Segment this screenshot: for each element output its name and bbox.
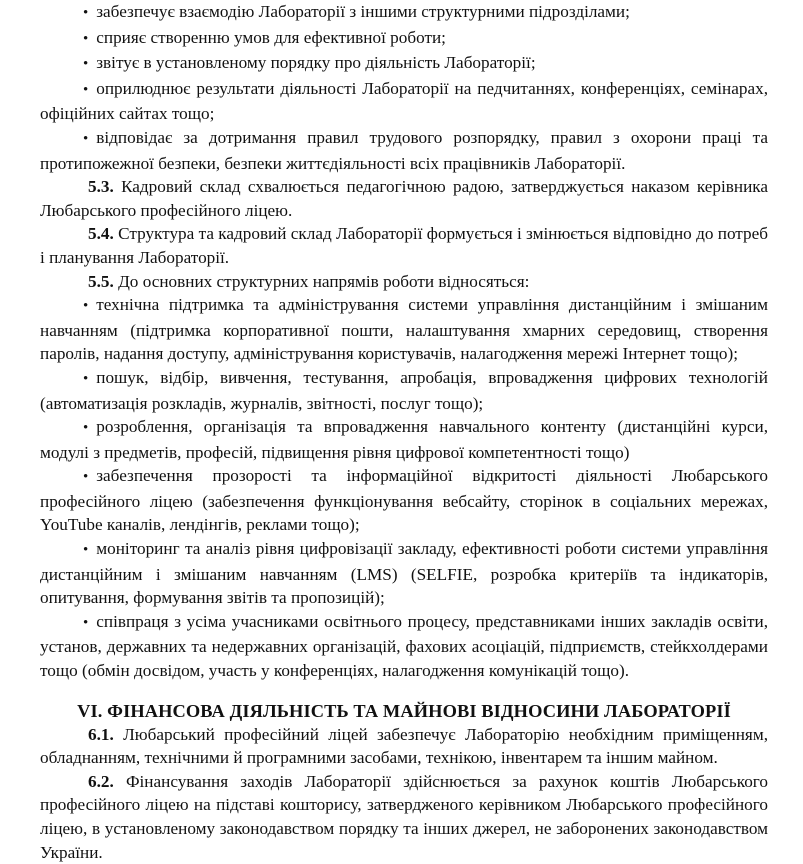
paragraph-list-after xyxy=(40,723,768,864)
bullet-item: • забезпечення прозорості та інформаційної відкритості діяльності Любарського професійного ліцею (забезпечення функціонування вебсайту, сторінок в соціальних мережах, YouTube каналів, лендінгів, реклами тощо); xyxy=(40,464,768,537)
bullet-item: • забезпечує взаємодію Лабораторії з іншими структурними підрозділами; xyxy=(40,0,768,26)
numbered-paragraph xyxy=(40,723,768,770)
paragraph-text: Кадровий склад схвалюється педагогічною радою, затверджується наказом керівника Любарського професійного ліцею. xyxy=(40,177,768,220)
paragraph-text: Фінансування заходів Лабораторії здійснюється за рахунок коштів Любарського професійного ліцею на підставі кошторису, затвердженого керівником Любарського професійного ліцею, в установленому законодавством порядку та інших джерел, не заборонених законодавством України. xyxy=(40,771,769,862)
bullet-item: • звітує в установленому порядку про діяльність Лабораторії; xyxy=(40,51,768,77)
paragraph-text: Структура та кадровий склад Лабораторії формується і змінюється відповідно до потреб і планування Лабораторії. xyxy=(40,224,768,267)
paragraph-number: 5.4. xyxy=(88,224,114,244)
paragraph-number: 6.2. xyxy=(88,771,114,791)
bullet-item: • технічна підтримка та адміністрування системи управління дистанційним і змішаним навчанням (підтримка корпоративної пошти, налаштування хмарних середовищ, створення паролів, надання доступу, адміністрування користувачів, налагодження мережі Інтернет тощо); xyxy=(40,293,768,366)
bullet-item: • сприяє створенню умов для ефективної роботи; xyxy=(40,26,768,52)
paragraph-text: До основних структурних напрямів роботи відносяться: xyxy=(118,271,530,291)
bullet-item: • відповідає за дотримання правил трудового розпорядку, правил з охорони праці та протипожежної безпеки, безпеки життєдіяльності всіх працівників Лабораторії. xyxy=(40,126,768,175)
document-page xyxy=(40,0,768,864)
paragraph-text: Любарський професійний ліцей забезпечує Лабораторію необхідним приміщенням, обладнанням, технічними й програмними засобами, технікою, інвентарем та іншим майном. xyxy=(40,724,769,768)
paragraph-number: 5.5. xyxy=(88,271,114,291)
bullet-item: • співпраця з усіма учасниками освітнього процесу, представниками інших закладів освіти, установ, державних та недержавних організацій, фахових асоціацій, підприємств, стейкхолдерами тощо (обмін досвідом, участь у конференціях, налагодження комунікацій тощо). xyxy=(40,610,768,683)
paragraph-number: 6.1. xyxy=(88,724,114,744)
bullet-item: • моніторинг та аналіз рівня цифровізації закладу, ефективності роботи системи управління дистанційним і змішаним навчанням (LMS) (SELFIE, розробка критеріїв та індикаторів, опитування, формування звітів та пропозицій); xyxy=(40,537,768,610)
paragraph-number: 5.3. xyxy=(88,177,114,197)
bullet-item: • пошук, відбір, вивчення, тестування, апробація, впровадження цифрових технологій (автоматизація розкладів, журналів, звітності, послуг тощо); xyxy=(40,366,768,415)
bullet-item: • розроблення, організація та впровадження навчального контенту (дистанційні курси, модулі з предметів, професій, підвищення рівня цифрової компетентності тощо) xyxy=(40,415,768,464)
paragraph-list-before xyxy=(40,0,768,683)
section-heading: VI. ФІНАНСОВА ДІЯЛЬНІСТЬ ТА МАЙНОВІ ВІДНОСИНИ ЛАБОРАТОРІЇ xyxy=(77,700,731,721)
numbered-paragraph xyxy=(40,270,768,294)
numbered-paragraph xyxy=(40,222,768,269)
bullet-item: • оприлюднює результати діяльності Лабораторії на педчитаннях, конференціях, семінарах, офіційних сайтах тощо; xyxy=(40,77,768,126)
numbered-paragraph xyxy=(40,175,768,222)
